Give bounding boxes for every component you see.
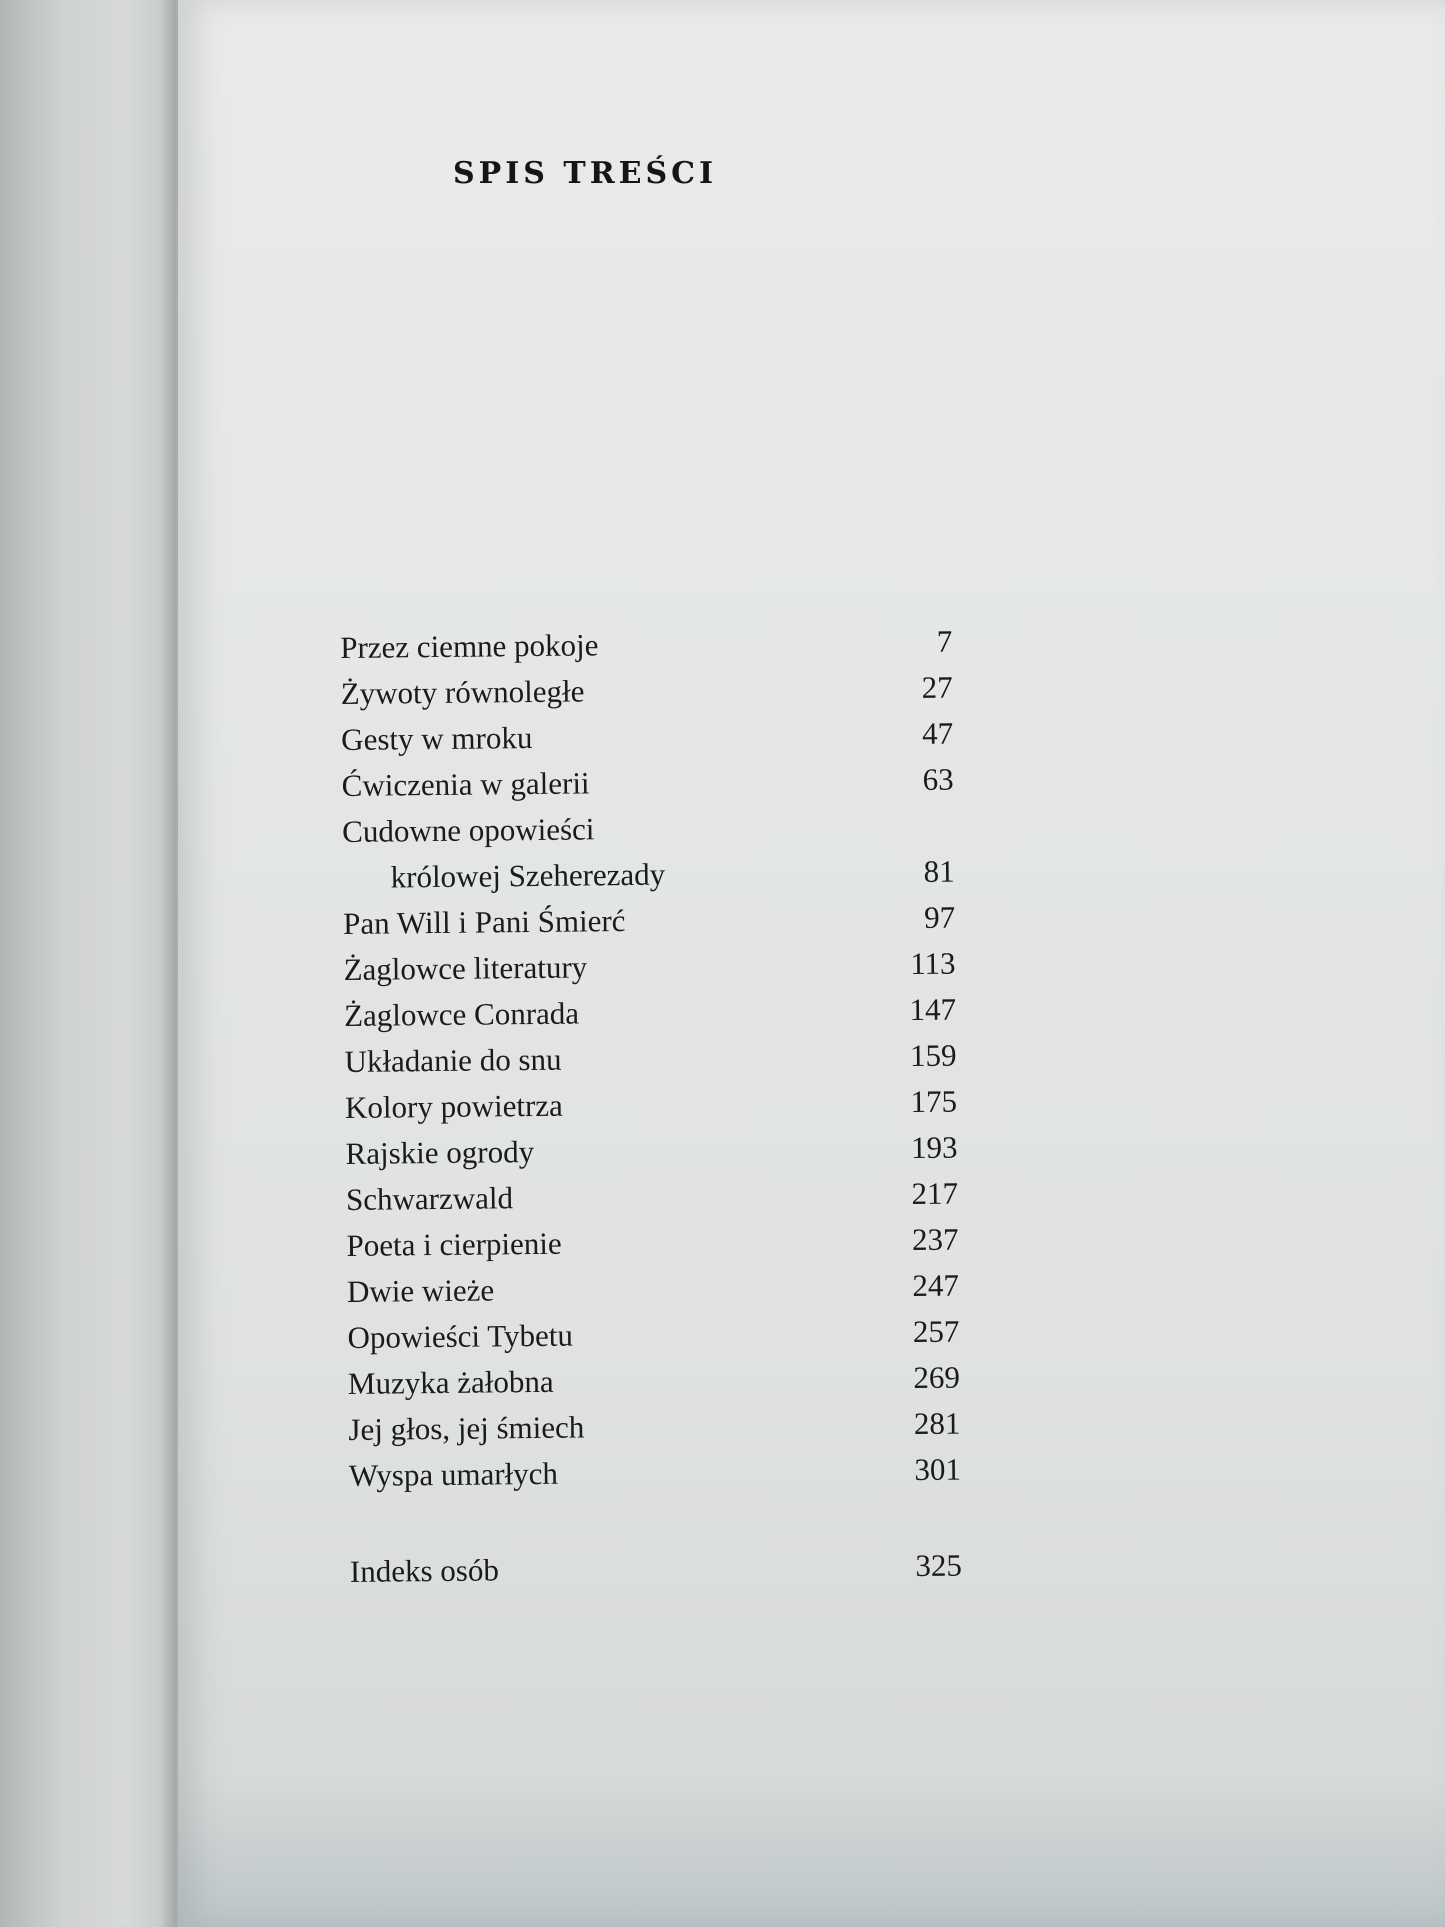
toc-entry-page: 7 [936, 623, 953, 659]
toc-entry-title: Ćwiczenia w galerii [341, 765, 590, 803]
toc-entry [346, 1171, 958, 1223]
toc-entry [343, 941, 955, 993]
toc-entry-title: Cudowne opowieści [341, 811, 595, 849]
toc-entry [340, 619, 952, 671]
toc-entry-title: Dwie wieże [346, 1272, 495, 1309]
toc-entry-title: Opowieści Tybetu [347, 1317, 574, 1355]
toc-entry-title: Żaglowce literatury [343, 949, 588, 987]
toc-entry [345, 1125, 957, 1177]
toc-entry-page: 175 [910, 1083, 958, 1120]
toc-entry-page: 237 [911, 1221, 959, 1258]
toc-entry-page: 269 [913, 1359, 961, 1396]
toc-entry-page: 27 [921, 669, 953, 705]
toc-entry [347, 1263, 959, 1315]
toc-entry-page: 147 [909, 991, 957, 1028]
toc-entry [348, 1401, 960, 1453]
toc-entry [341, 711, 953, 763]
toc-entry-page: 247 [912, 1267, 960, 1304]
toc-entry [342, 803, 954, 855]
toc-entry-page: 257 [912, 1313, 960, 1350]
toc-entry [346, 1217, 958, 1269]
toc-entry-page: 113 [910, 945, 956, 982]
toc-entry-page: 47 [921, 715, 954, 751]
toc-entry-continuation [342, 849, 954, 901]
toc-entry [341, 757, 953, 809]
toc-entry [340, 665, 952, 717]
toc-entry [349, 1447, 961, 1499]
toc-entry-title: Gesty w mroku [341, 719, 533, 757]
toc-entry-page: 301 [914, 1451, 962, 1488]
toc-entry-page: 325 [915, 1547, 963, 1584]
toc-entry-title: Rajskie ogrody [345, 1133, 535, 1171]
toc-entry [347, 1309, 959, 1361]
toc-entry-title: Pan Will i Pani Śmierć [342, 903, 626, 941]
toc-entry-title: Muzyka żałobna [347, 1363, 554, 1401]
toc-entry-page: 159 [909, 1037, 957, 1074]
toc-entry-page: 63 [922, 761, 954, 797]
toc-entry-page: 217 [911, 1175, 959, 1212]
toc-entry-page: 193 [910, 1129, 958, 1166]
table-of-contents [340, 619, 962, 1595]
toc-entry [344, 1033, 956, 1085]
toc-entry-page: 81 [923, 853, 955, 889]
toc-entry-title: Kolory powietrza [344, 1087, 564, 1125]
toc-entry-index [350, 1543, 962, 1595]
page-title: SPIS TREŚCI [453, 156, 718, 191]
toc-entry [348, 1355, 960, 1407]
toc-entry-title: Żaglowce Conrada [343, 995, 580, 1033]
toc-entry [344, 987, 956, 1039]
toc-entry-title: Schwarzwald [345, 1180, 514, 1217]
left-page-edge [0, 0, 178, 1927]
toc-entry-title: królowej Szeherezady [390, 856, 666, 895]
toc-entry-title: Poeta i cierpienie [346, 1225, 562, 1263]
toc-entry-title: Indeks osób [349, 1552, 500, 1589]
toc-entry-page: 97 [923, 899, 956, 935]
toc-entry [343, 895, 955, 947]
toc-entry-title: Układanie do snu [344, 1041, 562, 1079]
toc-entry [345, 1079, 957, 1131]
toc-entry-title: Wyspa umarłych [348, 1455, 559, 1493]
toc-entry-title: Jej głos, jej śmiech [348, 1409, 585, 1447]
toc-entry-title: Przez ciemne pokoje [340, 627, 599, 665]
toc-entry-page: 281 [913, 1405, 961, 1442]
toc-entry-title: Żywoty równoległe [340, 673, 585, 711]
